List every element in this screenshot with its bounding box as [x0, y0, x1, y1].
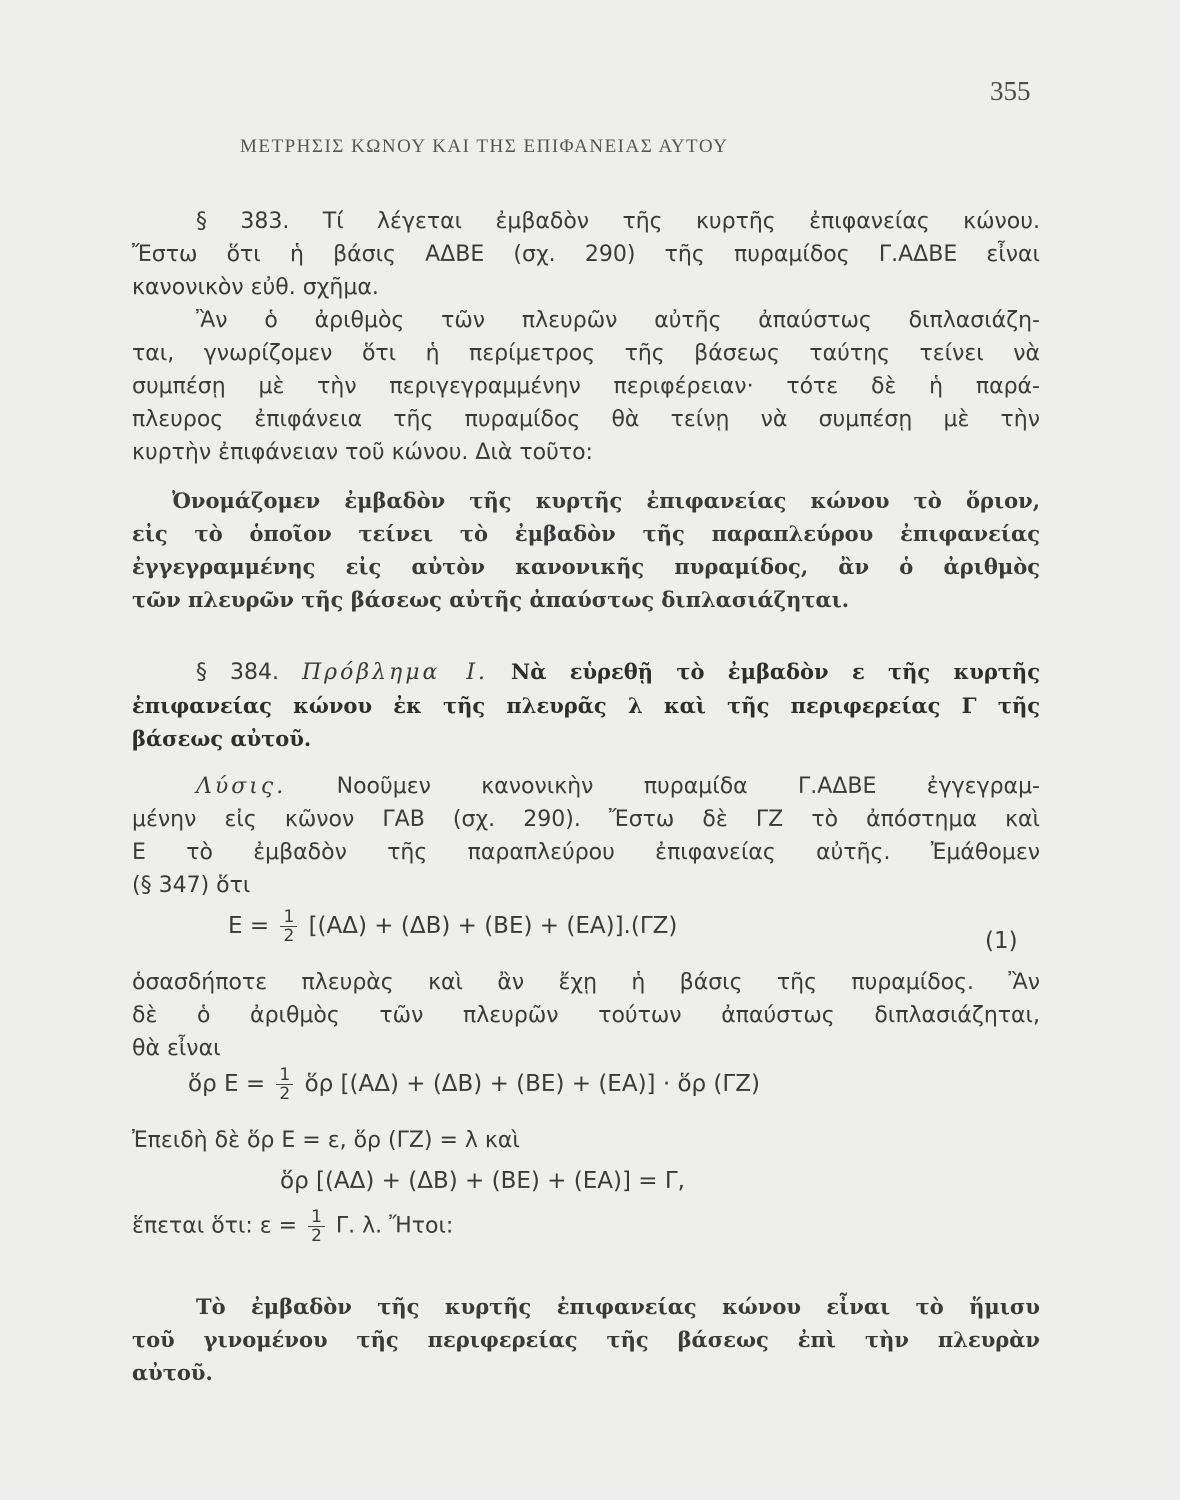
fraction-one-half	[276, 1066, 293, 1103]
s383-para-line: κυρτὴν ἐπιφάνειαν τοῦ κώνου. Διὰ τοῦτο:	[132, 440, 593, 465]
eq1-rhs: [(ΑΔ) + (ΔΒ) + (ΒΕ) + (ΕΑ)].(ΓΖ)	[308, 913, 678, 939]
s383-line: κανονικὸν εὐθ. σχῆμα.	[132, 275, 379, 300]
equation-2	[188, 1066, 760, 1103]
frac-numerator: 1	[280, 908, 297, 927]
problem-title: ἐπιφανείας κώνου ἐκ τῆς πλευρᾶς λ καὶ τῆς περιφερείας Γ τῆς	[132, 693, 1040, 718]
problem-title: Νὰ εὑρεθῇ τὸ ἐμβαδὸν ε τῆς κυρτῆς	[511, 659, 1040, 684]
section-number: § 384.	[196, 660, 279, 685]
equation-tag: (1)	[985, 928, 1018, 954]
definition-line: εἰς τὸ ὁποῖον τείνει τὸ ἐμβαδὸν τῆς παραπλεύρου ἐπιφανείας	[132, 521, 1040, 546]
solution-line: (§ 347) ὅτι	[132, 873, 251, 898]
equation-1	[228, 908, 677, 945]
theorem-line: Τὸ ἐμβαδὸν τῆς κυρτῆς ἐπιφανείας κώνου εἶναι τὸ ἥμισυ	[196, 1294, 1040, 1319]
after-eq1	[132, 966, 1040, 1065]
theorem-line: αὐτοῦ.	[132, 1360, 213, 1385]
s383-para-line: ται, γνωρίζομεν ὅτι ἡ περίμετρος τῆς βάσεως ταύτης τείνει νὰ	[132, 341, 1040, 366]
solution-text: Νοοῦμεν κανονικὴν πυραμίδα Γ.ΑΔΒΕ ἐγγεγραμ-	[336, 774, 1040, 799]
solution-line: μένην εἰς κῶνον ΓΑΒ (σχ. 290). Ἔστω δὲ ΓΖ τὸ ἀπόστημα καὶ	[132, 807, 1040, 832]
page-number: 355	[990, 76, 1031, 106]
equation-3: ὅρ [(ΑΔ) + (ΔΒ) + (ΒΕ) + (ΕΑ)] = Γ,	[280, 1168, 685, 1194]
text-line: δὲ ὁ ἀριθμὸς τῶν πλευρῶν τούτων ἀπαύστως διπλασιάζηται,	[132, 1003, 1040, 1028]
fraction-one-half	[280, 908, 297, 945]
solution-line	[132, 770, 1040, 803]
s383-line: Ἔστω ὅτι ἡ βάσις ΑΔΒΕ (σχ. 290) τῆς πυραμίδος Γ.ΑΔΒΕ εἶναι	[132, 242, 1040, 267]
frac-numerator: 1	[308, 1208, 325, 1227]
frac-numerator: 1	[276, 1066, 293, 1085]
solution-line: Ε τὸ ἐμβαδὸν τῆς παραπλεύρου ἐπιφανείας αὐτῆς. Ἐμάθομεν	[132, 840, 1040, 865]
eq1-lhs: Ε =	[228, 913, 270, 939]
s383-para-line: συμπέσῃ μὲ τὴν περιγεγραμμένην περιφέρειαν· τότε δὲ ἡ παρά-	[132, 374, 1040, 399]
eq2-lhs: ὅρ Ε =	[188, 1071, 266, 1097]
frac-denominator: 2	[311, 1226, 322, 1246]
definition-block	[132, 484, 1040, 616]
problem-label: Πρόβλημα Ι.	[301, 660, 489, 685]
follows-line	[132, 1208, 453, 1245]
theorem-line: τοῦ γινομένου τῆς περιφερείας τῆς βάσεως ἐπὶ τὴν πλευρὰν	[132, 1327, 1040, 1352]
lysis-label: Λύσις.	[196, 774, 287, 799]
solution-block	[132, 770, 1040, 902]
since-line	[132, 1124, 1040, 1157]
problem-title: βάσεως αὐτοῦ.	[132, 726, 312, 751]
s383-para-line: πλευρος ἐπιφάνεια τῆς πυραμίδος θὰ τείνῃ νὰ συμπέσῃ μὲ τὴν	[132, 407, 1040, 432]
definition-line: ἐγγεγραμμένης εἰς αὐτὸν κανονικῆς πυραμίδος, ἂν ὁ ἀριθμὸς	[132, 554, 1040, 579]
theorem-block	[132, 1290, 1040, 1389]
frac-denominator: 2	[283, 926, 295, 946]
eq2-rhs: ὅρ [(ΑΔ) + (ΔΒ) + (ΒΕ) + (ΕΑ)] · ὅρ (ΓΖ)	[304, 1071, 760, 1097]
text-line: ὁσασδήποτε πλευρὰς καὶ ἂν ἔχῃ ἡ βάσις τῆς πυραμίδος. Ἂν	[132, 970, 1040, 995]
s383-para-line: Ἂν ὁ ἀριθμὸς τῶν πλευρῶν αὐτῆς ἀπαύστως διπλασιάζη-	[196, 308, 1040, 333]
problem-heading	[132, 655, 1040, 689]
definition-line: Ὀνομάζομεν ἐμβαδὸν τῆς κυρτῆς ἐπιφανείας κώνου τὸ ὅριον,	[172, 488, 1040, 513]
text-line: Ἐπειδὴ δὲ ὅρ Ε = ε, ὅρ (ΓΖ) = λ καὶ	[132, 1128, 520, 1153]
s383-heading: § 383. Τί λέγεται ἐμβαδὸν τῆς κυρτῆς ἐπιφανείας κώνου.	[196, 209, 1040, 234]
definition-line: τῶν πλευρῶν τῆς βάσεως αὐτῆς ἀπαύστως διπλασιάζηται.	[132, 587, 850, 612]
fraction-one-half	[308, 1208, 325, 1245]
section-384	[132, 655, 1040, 755]
running-header: ΜΕΤΡΗΣΙΣ ΚΩΝΟΥ ΚΑΙ ΤΗΣ ΕΠΙΦΑΝΕΙΑΣ ΑΥΤΟΥ	[240, 136, 729, 157]
follows-text: Γ. λ. Ἤτοι:	[335, 1213, 454, 1239]
text-line: θὰ εἶναι	[132, 1036, 221, 1061]
section-383	[132, 205, 1040, 469]
frac-denominator: 2	[279, 1084, 291, 1104]
follows-text: ἕπεται ὅτι: ε =	[132, 1213, 298, 1239]
